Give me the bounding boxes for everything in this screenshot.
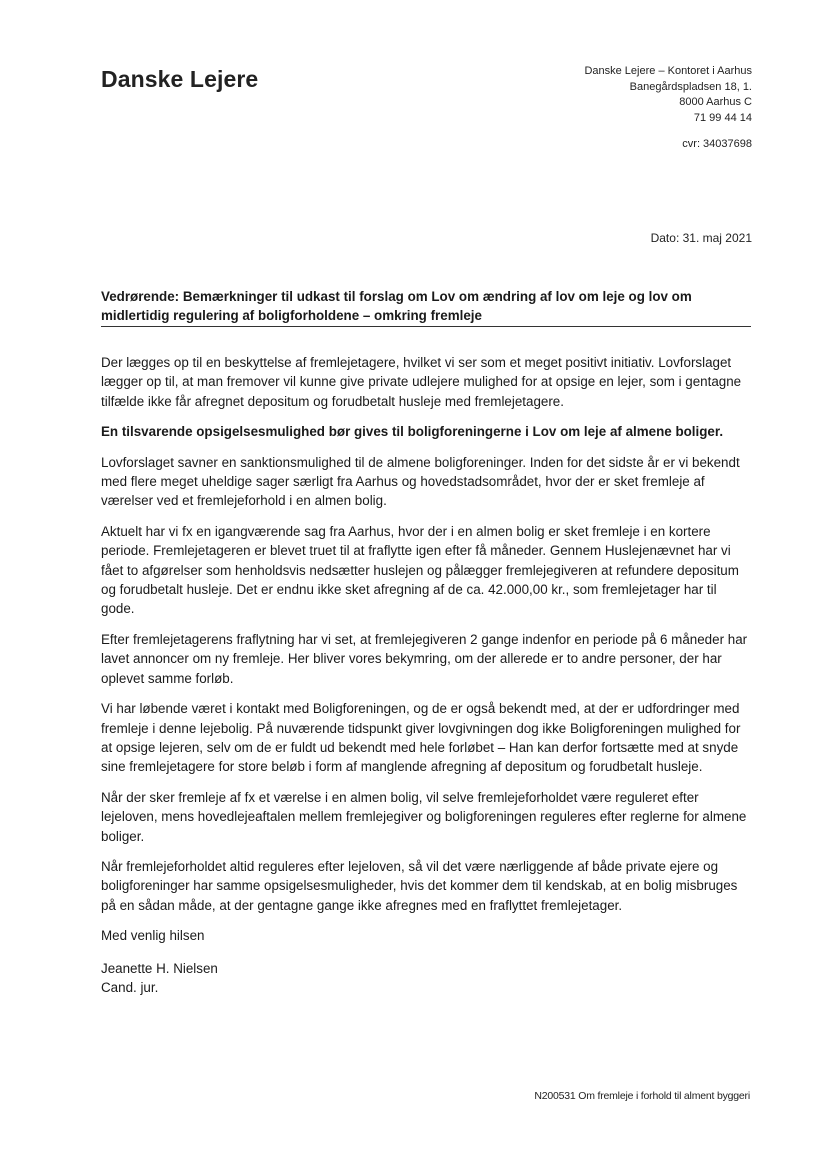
- paragraph: Når fremlejeforholdet altid reguleres efter lejeloven, så vil det være nærliggende af både private ejere og boligforeninger har samme opsigelsesmuligheder, hvis det kommer dem til kendskab, at en bolig misbruges på en sådan måde, at der gentagne gange ikke afregnes med en fraflyttet fremlejetager.: [101, 858, 738, 913]
- sender-office: Danske Lejere – Kontoret i Aarhus: [584, 65, 752, 77]
- letter-date: Dato: 31. maj 2021: [650, 231, 752, 245]
- signature-title: Cand. jur.: [101, 979, 159, 995]
- paragraph: Når der sker fremleje af fx et værelse i en almen bolig, vil selve fremlejeforholdet være reguleret efter lejeloven, mens hovedlejeaftalen mellem fremlejegiver og boligforeningen reguleres efter reglerne for almene boliger.: [101, 789, 747, 844]
- sender-phone: 71 99 44 14: [693, 111, 752, 124]
- letter-body: [101, 353, 749, 997]
- organization-logo: Danske Lejere: [101, 66, 259, 92]
- paragraph: Lovforslaget savner en sanktionsmulighed til de almene boligforeninger. Inden for det sidste år er vi bekendt med flere meget uheldige sager særligt fra Aarhus og hovedstadsområdet, hvor der er sket fremleje af værelser ved et fremlejeforhold i en almen bolig.: [101, 454, 740, 509]
- paragraph: Der lægges op til en beskyttelse af fremlejetagere, hvilket vi ser som et meget positivt initiativ. Lovforslaget lægger op til, at man fremover vil kunne give private udlejere mulighed for at opsige en lejer, som i gentagne tilfælde ikke får afregnet depositum og forudbetalt husleje med fremlejetagere.: [101, 355, 742, 409]
- signature-block: [101, 959, 749, 998]
- paragraph: Efter fremlejetagerens fraflytning har vi set, at fremlejegiveren 2 gange indenfor en periode på 6 måneder har lavet annoncer om ny fremleje. Her bliver vores bekymring, om der allerede er to andre personer, der har oplevet samme forløb.: [101, 631, 748, 686]
- signature-name: Jeanette H. Nielsen: [101, 960, 218, 976]
- sender-street: Banegårdspladsen 18, 1.: [629, 80, 752, 93]
- cvr-number: cvr: 34037698: [682, 138, 752, 150]
- subject-line: Vedrørende: Bemærkninger til udkast til forslag om Lov om ændring af lov om leje og lov om midlertidig regulering af boligforholdene – omkring fremleje: [101, 287, 751, 327]
- paragraph: Aktuelt har vi fx en igangværende sag fra Aarhus, hvor der i en almen bolig er sket fremleje i en kortere periode. Fremlejetageren er blevet truet til at fraflytte igen efter få måneder. Gennem Huslejenævnet har vi fået to afgørelser som henholdsvis nedsætter huslejen og pålægger fremlejegiveren at refundere depositum og forudbetalt husleje. Det er endnu ikke sket afregning af de ca. 42.000,00 kr., som fremlejetager har til gode.: [101, 523, 739, 617]
- sender-city: 8000 Aarhus C: [679, 96, 752, 108]
- sender-address: [584, 64, 752, 126]
- document-footer: N200531 Om fremleje i forhold til alment byggeri: [534, 1090, 750, 1102]
- paragraph-emphasis: En tilsvarende opsigelsesmulighed bør gives til boligforeningerne i Lov om leje af almene boliger.: [101, 424, 724, 440]
- paragraph: Vi har løbende været i kontakt med Boligforeningen, og de er også bekendt med, at der er udfordringer med fremleje i denne lejebolig. På nuværende tidspunkt giver lovgivningen dog ikke Boligforeningen mulighed for at opsige lejeren, selv om de er fuldt ud bekendt med hele forløbet – Han kan derfor fortsætte med at snyde sine fremlejetagere for store beløb i form af manglende afregning af depositum og forudbetalt husleje.: [101, 701, 741, 775]
- closing: Med venlig hilsen: [101, 928, 205, 944]
